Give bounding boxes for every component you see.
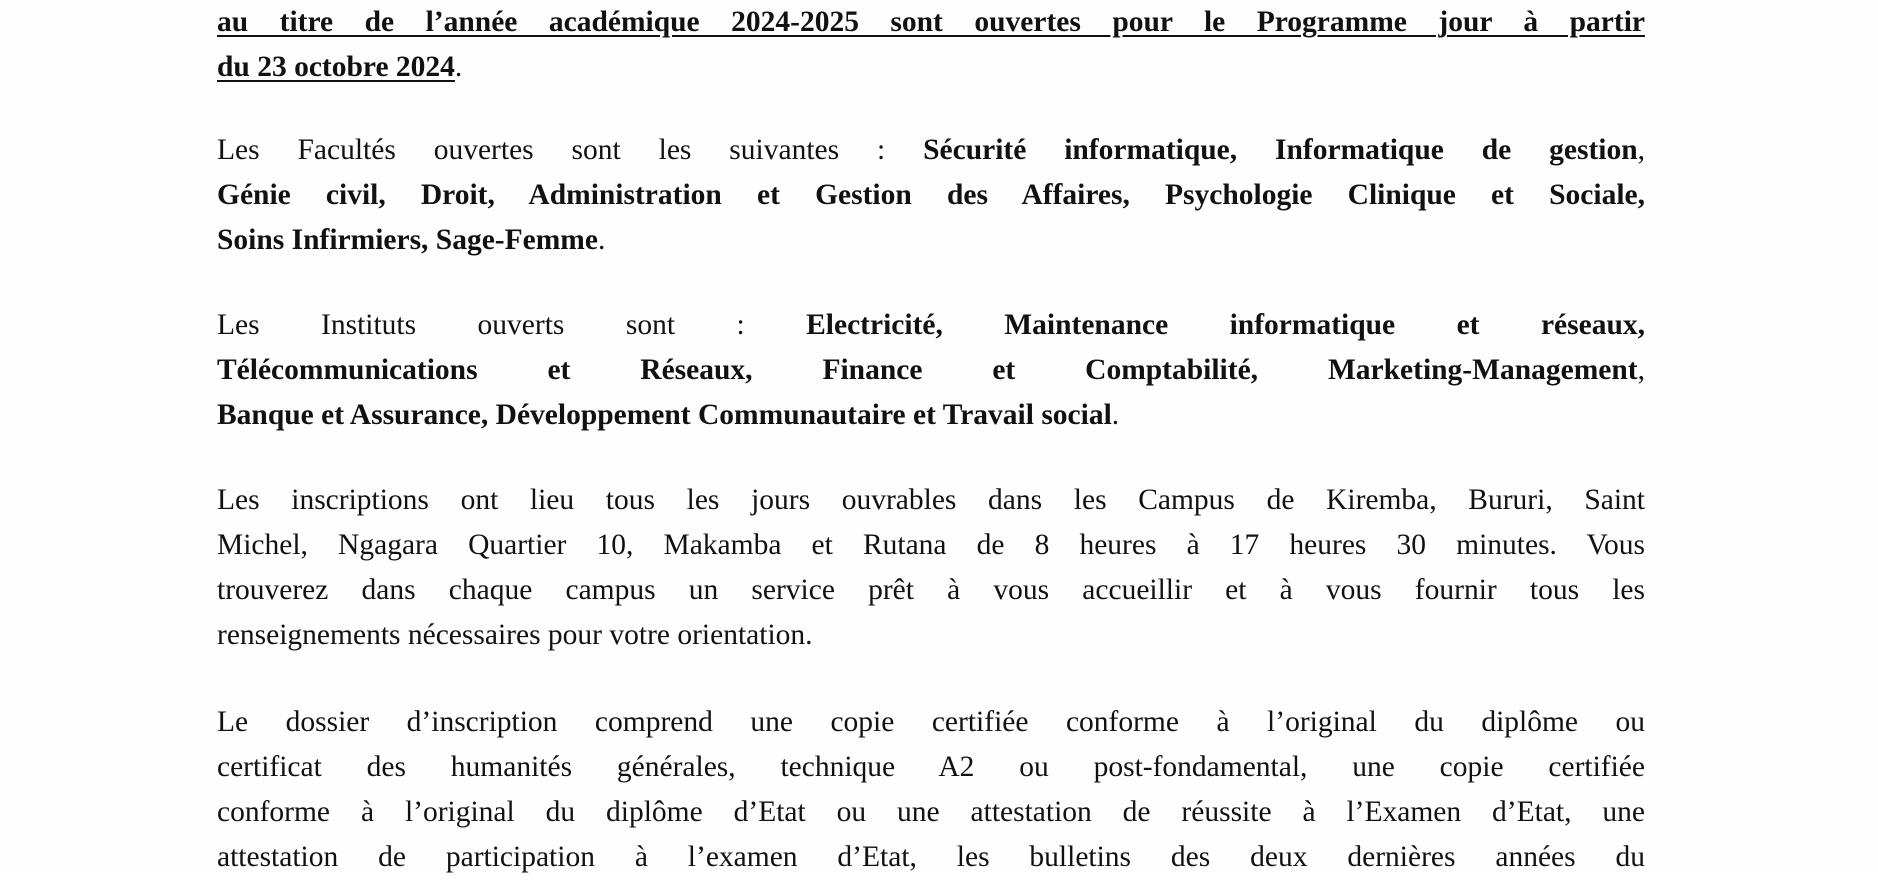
header-line-1: au titre de l’année académique 2024-2025 sont ouvertes pour le Programme jour à partir xyxy=(217,6,1645,38)
facultes-list-part-3: Soins Infirmiers, Sage-Femme xyxy=(217,224,598,256)
instituts-line-1 xyxy=(217,303,1645,348)
instituts-line-3 xyxy=(217,393,1645,438)
instituts-list-part-1: Electricité, Maintenance informatique et réseaux, xyxy=(806,309,1645,341)
facultes-list-part-1: Sécurité informatique, Informatique de gestion xyxy=(923,134,1638,166)
header-line-2-end: . xyxy=(454,51,463,83)
instituts-line-3-end: . xyxy=(1111,399,1120,431)
facultes-intro: Les Facultés ouvertes sont les suivantes : xyxy=(217,134,924,166)
dossier-paragraph xyxy=(217,700,1645,880)
instituts-paragraph xyxy=(217,303,1645,438)
facultes-line-1 xyxy=(217,128,1645,173)
inscriptions-line-1: Les inscriptions ont lieu tous les jours ouvrables dans les Campus de Kiremba, Bururi, Saint xyxy=(217,484,1645,516)
facultes-line-2: Génie civil, Droit, Administration et Gestion des Affaires, Psychologie Clinique et Sociale, xyxy=(217,179,1645,211)
header-date: du 23 octobre 2024 xyxy=(217,51,455,83)
dossier-line-1: Le dossier d’inscription comprend une copie certifiée conforme à l’original du diplôme ou xyxy=(217,706,1645,738)
instituts-list-part-3: Banque et Assurance, Développement Communautaire et Travail social xyxy=(217,399,1112,431)
inscriptions-paragraph xyxy=(217,478,1645,658)
instituts-intro: Les Instituts ouverts sont : xyxy=(217,309,807,341)
facultes-line-3 xyxy=(217,218,1645,263)
dossier-line-3: conforme à l’original du diplôme d’Etat ou une attestation de réussite à l’Examen d’Etat, une xyxy=(217,796,1645,828)
inscriptions-line-3: trouverez dans chaque campus un service prêt à vous accueillir et à vous fournir tous les xyxy=(217,574,1645,606)
facultes-paragraph xyxy=(217,128,1645,263)
inscriptions-line-4: renseignements nécessaires pour votre orientation. xyxy=(217,619,813,651)
header-line-2 xyxy=(217,45,1645,90)
announcement-header xyxy=(217,0,1645,90)
dossier-line-4: attestation de participation à l’examen d’Etat, les bulletins des deux dernières années du xyxy=(217,841,1645,873)
instituts-line-2 xyxy=(217,348,1645,393)
facultes-line-1-end: , xyxy=(1637,134,1645,166)
dossier-line-2: certificat des humanités générales, technique A2 ou post-fondamental, une copie certifiée xyxy=(217,751,1645,783)
facultes-line-3-end: . xyxy=(597,224,606,256)
instituts-list-part-2: Télécommunications et Réseaux, Finance et Comptabilité, Marketing-Management xyxy=(217,354,1638,386)
inscriptions-line-2: Michel, Ngagara Quartier 10, Makamba et Rutana de 8 heures à 17 heures 30 minutes. Vous xyxy=(217,529,1645,561)
instituts-line-2-end: , xyxy=(1637,354,1645,386)
